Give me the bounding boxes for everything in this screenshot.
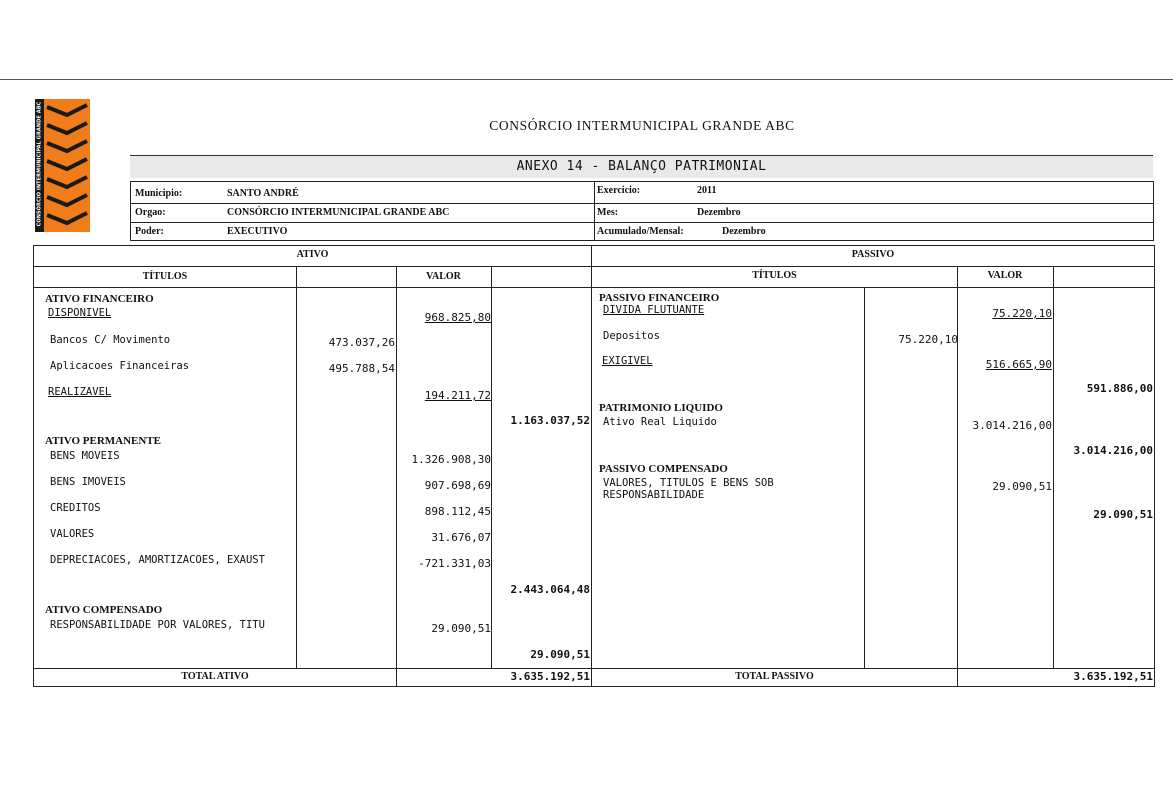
acumulado-label: Acumulado/Mensal:: [597, 226, 684, 237]
creditos-value: 898.112,45: [424, 505, 491, 518]
ativo-compensado-total: 29.090,51: [530, 648, 590, 661]
orgao-value: CONSÓRCIO INTERMUNICIPAL GRANDE ABC: [227, 207, 450, 218]
ativo-header: ATIVO: [296, 249, 329, 260]
passivo-titulos-header: TÍTULOS: [752, 270, 797, 281]
aplicacoes-value: 495.788,54: [328, 362, 395, 375]
patrimonio-heading: PATRIMONIO LIQUIDO: [599, 402, 723, 414]
valores-label: VALORES: [50, 528, 95, 540]
responsabilidade-value: 29.090,51: [431, 622, 491, 635]
bancos-label: Bancos C/ Movimento: [50, 334, 171, 346]
municipio-value: SANTO ANDRÉ: [227, 188, 299, 199]
creditos-label: CREDITOS: [50, 502, 101, 514]
chevron-pattern-icon: [45, 101, 89, 231]
bancos-value: 473.037,26: [328, 336, 395, 349]
passivo-financeiro-heading: PASSIVO FINANCEIRO: [599, 292, 720, 304]
ativo-financeiro-heading: ATIVO FINANCEIRO: [45, 293, 154, 305]
ativo-real-label: Ativo Real Liquido: [603, 416, 717, 428]
aplicacoes-label: Aplicacoes Financeiras: [50, 360, 190, 372]
total-ativo-value: 3.635.192,51: [510, 670, 590, 683]
ativo-titulos-header: TÍTULOS: [142, 271, 188, 282]
ativo-permanente-total: 2.443.064,48: [510, 583, 590, 596]
exigivel-value: 516.665,90: [985, 358, 1052, 371]
depreciacoes-label: DEPRECIACOES, AMORTIZACOES, EXAUST: [50, 554, 265, 566]
depositos-value: 75.220,10: [898, 333, 958, 346]
exigivel-label: EXIGIVEL: [602, 355, 653, 367]
depreciacoes-value: -721.331,03: [418, 557, 491, 570]
realizavel-label: REALIZAVEL: [48, 386, 112, 398]
ativo-financeiro-total: 1.163.037,52: [510, 414, 590, 427]
passivo-valor-header: VALOR: [987, 270, 1023, 281]
passivo-compensado-heading: PASSIVO COMPENSADO: [599, 463, 728, 475]
total-ativo-label: TOTAL ATIVO: [181, 671, 249, 682]
disponivel-label: DISPONIVEL: [48, 307, 112, 319]
depositos-label: Depositos: [603, 330, 660, 342]
top-divider: [0, 79, 1173, 80]
bens-imoveis-label: BENS IMOVEIS: [50, 476, 126, 488]
passivo-compensado-total: 29.090,51: [1093, 508, 1153, 521]
balance-sheet-table: [33, 245, 1155, 687]
passivo-header: PASSIVO: [851, 249, 895, 260]
disponivel-value: 968.825,80: [424, 311, 491, 324]
acumulado-value: Dezembro: [722, 226, 766, 237]
responsabilidade-label: RESPONSABILIDADE POR VALORES, TITU: [50, 619, 265, 631]
report-subtitle: ANEXO 14 - BALANÇO PATRIMONIAL: [130, 155, 1153, 178]
divida-label: DIVIDA FLUTUANTE: [603, 304, 705, 316]
valores-titulos-value: 29.090,51: [992, 480, 1052, 493]
poder-label: Poder:: [135, 226, 164, 237]
logo-vertical-text: CONSÓRCIO INTERMUNICIPAL GRANDE ABC: [36, 101, 43, 227]
ativo-real-value: 3.014.216,00: [972, 419, 1052, 432]
poder-value: EXECUTIVO: [227, 226, 288, 237]
municipio-label: Municipio:: [135, 188, 183, 199]
bens-moveis-label: BENS MOVEIS: [50, 450, 120, 462]
passivo-financeiro-total: 591.886,00: [1086, 382, 1153, 395]
divida-value: 75.220,10: [992, 307, 1052, 320]
valores-titulos-line1: VALORES, TITULOS E BENS SOB: [603, 477, 774, 489]
valores-titulos-line2: RESPONSABILIDADE: [603, 489, 705, 501]
total-passivo-label: TOTAL PASSIVO: [735, 671, 814, 682]
orgao-label: Orgao:: [135, 207, 166, 218]
valores-value: 31.676,07: [431, 531, 491, 544]
consortium-logo: [35, 99, 90, 232]
mes-value: Dezembro: [697, 207, 741, 218]
ativo-permanente-heading: ATIVO PERMANENTE: [45, 435, 161, 447]
exercicio-label: Exercicio:: [597, 185, 641, 196]
total-passivo-value: 3.635.192,51: [1073, 670, 1153, 683]
mes-label: Mes:: [597, 207, 619, 218]
bens-moveis-value: 1.326.908,30: [411, 453, 491, 466]
bens-imoveis-value: 907.698,69: [424, 479, 491, 492]
ativo-valor-header: VALOR: [426, 271, 461, 282]
patrimonio-total: 3.014.216,00: [1073, 444, 1153, 457]
report-title: CONSÓRCIO INTERMUNICIPAL GRANDE ABC: [489, 118, 795, 133]
ativo-compensado-heading: ATIVO COMPENSADO: [45, 604, 163, 616]
header-info-box: [130, 181, 1154, 241]
exercicio-value: 2011: [697, 185, 717, 196]
realizavel-value: 194.211,72: [424, 389, 491, 402]
